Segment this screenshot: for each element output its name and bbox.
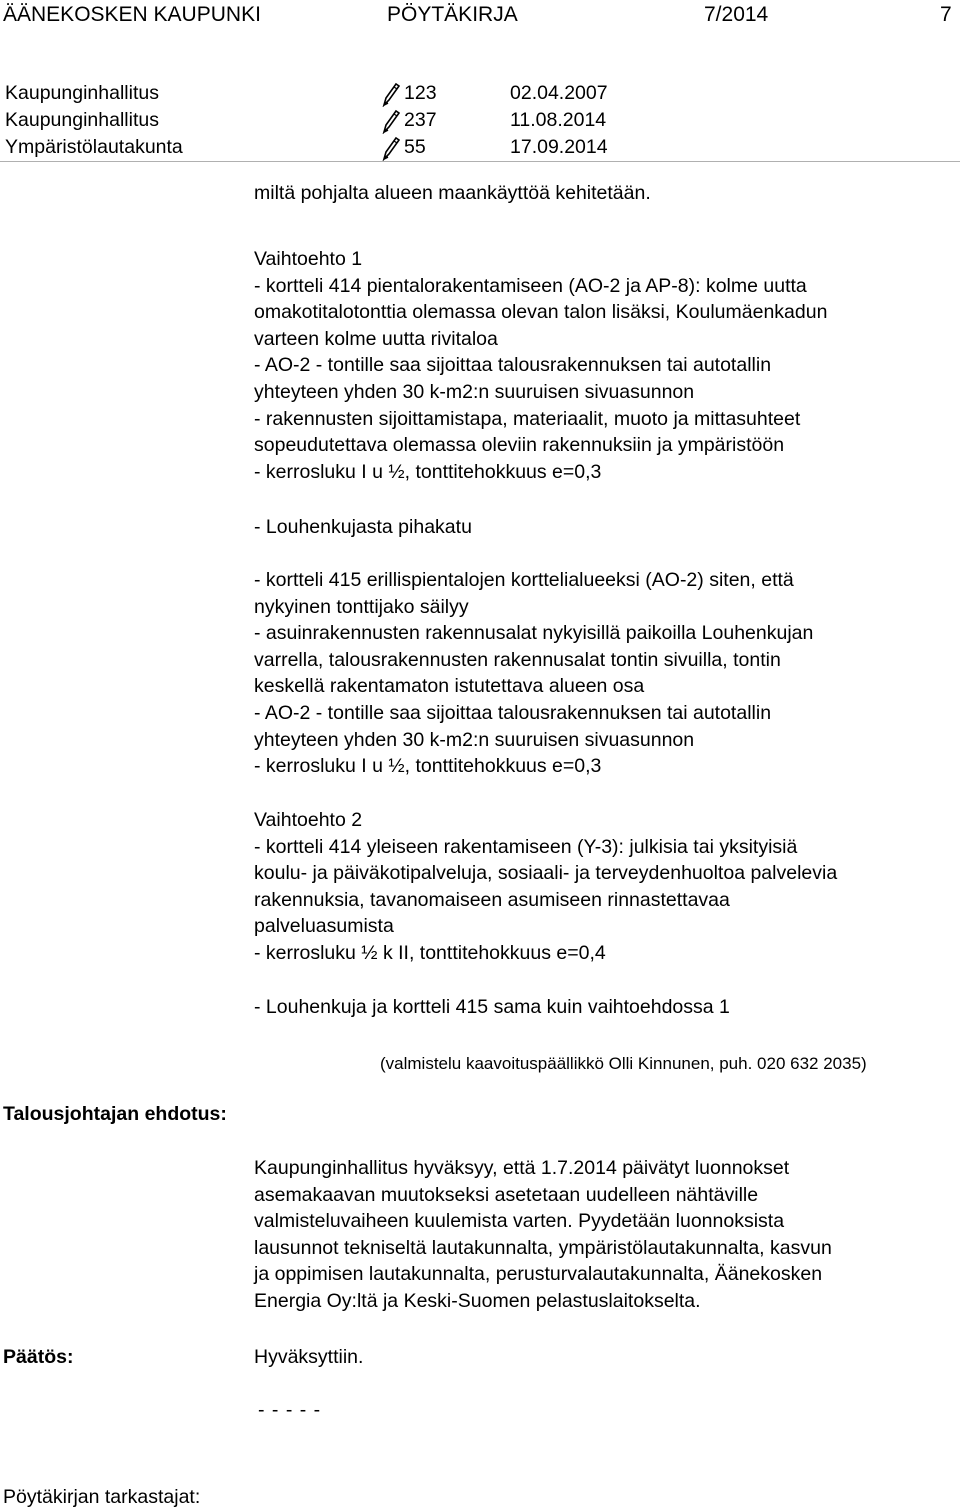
option-2-line: palveluasumista bbox=[254, 915, 394, 938]
option-1-line: - kortteli 414 pientalorakentamiseen (AO-2 ja AP-8): kolme uutta bbox=[254, 274, 807, 297]
reviewers-label: Pöytäkirjan tarkastajat: bbox=[3, 1486, 201, 1508]
option-2-line: koulu- ja päiväkotipalveluja, sosiaali- ja terveydenhuoltoa palvelevia bbox=[254, 862, 838, 885]
preparer-note: (valmistelu kaavoituspäällikkö Olli Kinnunen, puh. 020 632 2035) bbox=[380, 1054, 867, 1073]
proposal-line: asemakaavan muutokseksi asetetaan uudelleen nähtäville bbox=[254, 1183, 759, 1206]
option-1-line: Vaihtoehto 1 bbox=[254, 248, 363, 270]
history-body: Kaupunginhallitus bbox=[5, 109, 159, 131]
proposal-line: Energia Oy:ltä ja Keski-Suomen pelastuslaitokselta. bbox=[254, 1289, 701, 1312]
block-415-line: yhteyteen yhden 30 k-m2:n suuruisen sivuasunnon bbox=[254, 728, 695, 751]
history-date: 02.04.2007 bbox=[510, 82, 608, 104]
option-1-line: - AO-2 - tontille saa sijoittaa talousrakennuksen tai autotallin bbox=[254, 354, 772, 377]
issue-number: 7/2014 bbox=[704, 3, 769, 26]
option-2-line: - kortteli 414 yleiseen rakentamiseen (Y-3): julkisia tai yksityisiä bbox=[254, 835, 798, 858]
document-type: PÖYTÄKIRJA bbox=[387, 3, 518, 26]
louhenkuja-option-2-note: - Louhenkuja ja kortteli 415 sama kuin vaihtoehdossa 1 bbox=[254, 996, 730, 1018]
history-date: 17.09.2014 bbox=[510, 136, 608, 158]
history-section: 237 bbox=[404, 109, 437, 131]
option-2-line: Vaihtoehto 2 bbox=[254, 809, 363, 831]
block-415-line: - asuinrakennusten rakennusalat nykyisillä paikoilla Louhenkujan bbox=[254, 622, 814, 645]
option-1-line: sopeudutettava olemassa oleviin rakennuksiin ja ympäristöön bbox=[254, 434, 785, 457]
block-415-line: varrella, talousrakennusten rakennusalat tontin sivuilla, tontin bbox=[254, 648, 781, 671]
history-date: 11.08.2014 bbox=[510, 109, 607, 131]
history-section: 55 bbox=[404, 136, 426, 158]
proposal-line: lausunnot tekniseltä lautakunnalta, ympäristölautakunnalta, kasvun bbox=[254, 1236, 832, 1259]
header-divider bbox=[0, 161, 960, 162]
option-2-line: - kerrosluku ½ k II, tonttitehokkuus e=0,4 bbox=[254, 941, 606, 964]
louhenkuja-note: - Louhenkujasta pihakatu bbox=[254, 516, 472, 538]
pen-icon bbox=[382, 107, 400, 134]
option-1-line: - rakennusten sijoittamistapa, materiaalit, muoto ja mittasuhteet bbox=[254, 407, 801, 430]
proposal-label: Talousjohtajan ehdotus: bbox=[3, 1103, 227, 1125]
section-separator: - - - - - bbox=[258, 1399, 322, 1421]
pen-icon bbox=[382, 80, 400, 107]
history-body: Ympäristölautakunta bbox=[5, 136, 183, 158]
page-number: 7 bbox=[940, 3, 952, 26]
block-415-line: nykyinen tonttijako säilyy bbox=[254, 595, 469, 618]
block-415-line: - kortteli 415 erillispientalojen korttelialueeksi (AO-2) siten, että bbox=[254, 569, 794, 591]
history-body: Kaupunginhallitus bbox=[5, 82, 159, 104]
pen-icon bbox=[382, 134, 400, 161]
organization-name: ÄÄNEKOSKEN KAUPUNKI bbox=[3, 3, 261, 26]
option-1-line: yhteyteen yhden 30 k-m2:n suuruisen sivuasunnon bbox=[254, 380, 695, 403]
option-1-line: varteen kolme uutta rivitaloa bbox=[254, 327, 498, 350]
option-2-block bbox=[254, 807, 954, 967]
proposal-line: valmisteluvaiheen kuulemista varten. Pyydetään luonnoksista bbox=[254, 1210, 785, 1233]
option-1-line: omakotitalotonttia olemassa olevan talon lisäksi, Koulumäenkadun bbox=[254, 301, 828, 324]
history-section: 123 bbox=[404, 82, 437, 104]
proposal-line: ja oppimisen lautakunnalta, perusturvalautakunnalta, Äänekosken bbox=[254, 1263, 823, 1286]
decision-label: Päätös: bbox=[3, 1346, 74, 1368]
decision-text: Hyväksyttiin. bbox=[254, 1346, 364, 1368]
option-1-line: - kerrosluku I u ½, tonttitehokkuus e=0,3 bbox=[254, 460, 602, 483]
proposal-line: Kaupunginhallitus hyväksyy, että 1.7.2014 päivätyt luonnokset bbox=[254, 1157, 790, 1179]
block-415-line: - AO-2 - tontille saa sijoittaa talousrakennuksen tai autotallin bbox=[254, 701, 772, 724]
block-415-line: keskellä rakentamaton istutettava alueen osa bbox=[254, 675, 645, 698]
block-415-line: - kerrosluku I u ½, tonttitehokkuus e=0,3 bbox=[254, 755, 602, 778]
proposal-text bbox=[254, 1155, 954, 1315]
intro-text: miltä pohjalta alueen maankäyttöä kehitetään. bbox=[254, 182, 651, 204]
option-2-line: rakennuksia, tavanomaiseen asumiseen rinnastettavaa bbox=[254, 888, 730, 911]
block-415 bbox=[254, 567, 954, 780]
option-1-block bbox=[254, 246, 954, 485]
